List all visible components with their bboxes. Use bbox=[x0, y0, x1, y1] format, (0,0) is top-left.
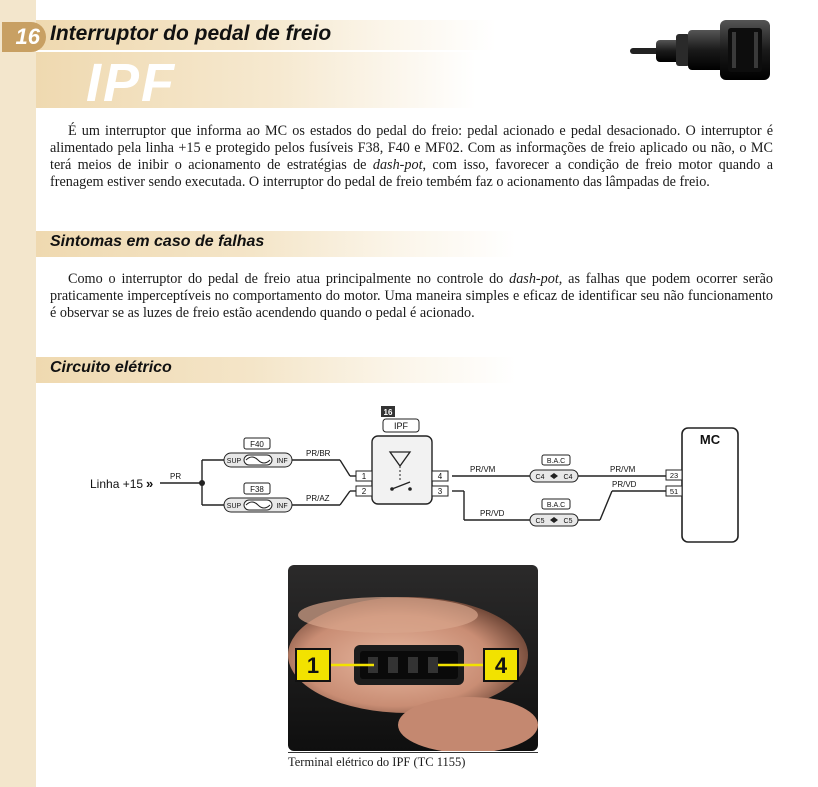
c5-right: C5 bbox=[563, 518, 573, 525]
fuse-f40-inf: INF bbox=[276, 458, 288, 465]
c5-left: C5 bbox=[535, 518, 545, 525]
source-label: Linha +15 bbox=[90, 477, 144, 491]
junction-dot bbox=[199, 480, 205, 486]
symptoms-text-end: , as falhas que podem ocorrer serão praticamente imperceptíveis no comportamento do motor. Uma maneira simples e eficaz de identificar seu não funcionamento é observar se as luzes de freio estão acendendo quando o pedal é acionado. bbox=[50, 271, 773, 321]
wire-label-pr-vm-1: PR/VM bbox=[470, 465, 496, 474]
component-name: IPF bbox=[393, 421, 409, 431]
fuse-f38-sup: SUP bbox=[226, 503, 242, 510]
circuit-title: Circuito elétrico bbox=[50, 359, 172, 376]
page-margin-band bbox=[0, 0, 36, 787]
intro-emphasis: dash-pot bbox=[372, 157, 423, 173]
bac-c5-label: B.A.C bbox=[546, 502, 566, 509]
wire-label-pr-vd-2: PR/VD bbox=[612, 480, 637, 489]
photo-caption: Terminal elétrico do IPF (TC 1155) bbox=[288, 752, 538, 770]
brake-switch-image bbox=[628, 10, 778, 90]
fuse-f38-inf: INF bbox=[276, 503, 288, 510]
wire-label-pr-br: PR/BR bbox=[306, 449, 331, 458]
intro-paragraph bbox=[50, 123, 773, 191]
photo-label-1: 1 bbox=[306, 653, 320, 678]
fuse-f40-sup: SUP bbox=[226, 458, 242, 465]
acronym-watermark: IPF bbox=[86, 53, 177, 113]
circuit-diagram bbox=[0, 400, 818, 550]
wire-label-pr-vm-2: PR/VM bbox=[610, 465, 636, 474]
wire-label-pr: PR bbox=[170, 472, 182, 481]
pin-1: 1 bbox=[361, 472, 367, 481]
c4-left: C4 bbox=[535, 474, 545, 481]
wire-label-pr-vd-1: PR/VD bbox=[480, 509, 505, 518]
mc-pin-51: 51 bbox=[669, 487, 679, 496]
symptoms-text: Como o interruptor do pedal de freio atua principalmente no controle do bbox=[68, 271, 510, 287]
symptoms-emphasis: dash-pot bbox=[509, 271, 559, 287]
symptoms-title: Sintomas em caso de falhas bbox=[50, 233, 265, 250]
c4-right: C4 bbox=[563, 474, 573, 481]
pin-2: 2 bbox=[361, 487, 367, 496]
intro-text-end: , com isso, favorecer a condição de freio motor quando a frenagem estiver sendo executada. O interruptor do pedal de freio tembém faz o acionamento das lâmpadas de freio. bbox=[50, 157, 774, 190]
fuse-f40-label: F40 bbox=[250, 440, 264, 449]
symptoms-paragraph bbox=[50, 271, 773, 322]
page-title: Interruptor do pedal de freio bbox=[50, 22, 332, 45]
component-number: 16 bbox=[383, 408, 393, 417]
source-arrow: » bbox=[146, 476, 154, 491]
intro-text: É um interruptor que informa ao MC os estados do pedal do freio: pedal acionado e pedal desacionado. O interruptor é alimentado pela linha +15 e protegido pelos fusíveis F38, F40 e MF02. Com as informações de freio aplicado ou não, o MC terá meios de inibir o acionamento de estratégias de bbox=[50, 123, 773, 173]
wire-label-pr-az: PR/AZ bbox=[306, 494, 330, 503]
pin-4: 4 bbox=[437, 472, 443, 481]
mc-pin-23: 23 bbox=[669, 471, 679, 480]
pin-3: 3 bbox=[437, 487, 443, 496]
brake-switch-block bbox=[372, 436, 432, 504]
mc-label: MC bbox=[699, 432, 721, 447]
connector-photo bbox=[288, 565, 538, 751]
fuse-f38-label: F38 bbox=[250, 485, 264, 494]
chapter-number-badge: 16 bbox=[2, 22, 46, 52]
photo-label-4: 4 bbox=[494, 653, 508, 678]
bac-c4-label: B.A.C bbox=[546, 458, 566, 465]
